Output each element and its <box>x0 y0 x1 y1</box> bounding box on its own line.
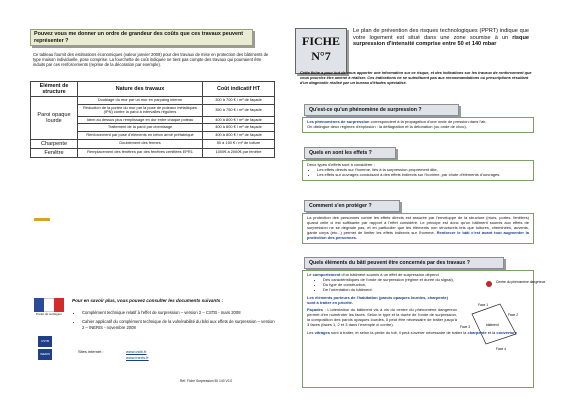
section-title-proteger: Comment s'en protéger ? <box>304 200 400 212</box>
building-label: bâtiment <box>486 323 499 327</box>
phenomene-box: Les phénomènes de surpression correspondent à la propagation d'une onde de pression dans l'air. On distingue deux régimes d'explosion : la déflagration et la détonation (ou onde de choc). <box>302 117 534 133</box>
cost-question-box: Pouvez vous me donner un ordre de grandeur des coûts que ces travaux peuvent représenter ? <box>30 29 253 46</box>
section-title-phenomene: Qu'est-ce qu'un phénomène de surpression ? <box>304 104 459 116</box>
source-mark <box>34 218 50 221</box>
proteger-box: La protection des personnes contre les effets directs est assurée par l'enveloppe de la structure (murs, portes, fenêtres) quand celle ci est suffisante par rapport à l'effet considéré. Le principe est donc qu'un bâtiment soumis aux effets de surpression ne se dégrade pas, et en particulier que les éléments non structurels tels que toitures, cheminées, auvents, garde corps (etc...) permet de limiter les effets indirects sur l'homme. Renforcer le bâti c'est avant tout augmenter la protection des personnes. <box>302 213 534 244</box>
cost-cell: 400 à 800 € / m² de façade <box>203 131 275 139</box>
danger-center-dot <box>486 281 492 287</box>
header-text: Le plan de prévention des risques technologiques (PPRT) indique que votre logement est situé dans une zone soumise à un risque surpression d'intensité comprise entre 50 et 140 mbar <box>353 28 529 48</box>
header-element: Elément de structure <box>31 82 78 97</box>
fiche-number: N°7 <box>311 49 331 63</box>
more-info-title: Pour en savoir plus, vous pouvez consulter les documents suivants : <box>72 298 224 303</box>
nature-cell: Doublement des fermes <box>78 139 203 148</box>
center-label: Centre du phénomène dangereux <box>496 280 546 284</box>
cost-cell: 400 à 800 € / m² de façade <box>203 116 275 124</box>
ineris-logo: INERIS <box>38 349 52 360</box>
table-row <box>31 97 275 105</box>
facades-text: Façades : L'orientation du bâtiment vis à vis du centre du phénomène dangereux permet d'en numéroter les faces. Selon le type et la durée de l'onde de surpression, la composition des parois opaques lourdes, il peut être nécessaire de traiter jusqu'à 3 faces (faces 1, 2 et 3 dans l'exemple ci contre). <box>307 307 457 328</box>
header-cost: Coût indicatif HT <box>203 82 275 97</box>
documents-list <box>72 310 277 330</box>
link-ineris[interactable]: www.ineris.fr <box>126 355 149 360</box>
nature-cell: Idem au dessus plus remplissage en dur entre chaque poteau <box>78 116 203 124</box>
prefecture-logo <box>34 298 64 332</box>
cost-intro: Ce tableau fournit des estimations économiques (valeur janvier 2009) pour des travaux de mise en protection des bâtiments de type maison individuelle, pose comprise. La fourchette de coût indiquée ne tient pas compte des travaux qui pourraient être induits par ces renforcements (reprise de la décoration par exemple). <box>33 52 269 68</box>
nature-cell: Doublage du mur par un mur en parpaing interne <box>78 97 203 105</box>
nature-cell: Traitement de la paroi par chemisage <box>78 124 203 132</box>
fiche-label: FICHE <box>301 34 340 48</box>
prefecture-logo-text: Préfet de la Région <box>36 312 62 316</box>
nature-cell: Réduction de la portée du mur par la pose de poteaux métalliques (IPN) contre la paroi à intervalles réguliers <box>78 104 203 116</box>
section-title-elements: Quels éléments du bâti peuvent être concernés par des travaux ? <box>304 257 504 269</box>
cost-cell: 300 à 700 € / m² de façade <box>203 97 275 105</box>
cost-table <box>30 81 275 158</box>
cstb-logo: CSTB <box>38 336 52 347</box>
vitrages-text: Les vitrages sont à traiter, et selon la pente du toit, il peut s'avérer nécessaire de traiter la charpente et la couverture <box>307 330 518 336</box>
element-paroi: Paroi opaque lourde <box>31 97 78 140</box>
element-fenetre: Fenêtre <box>31 148 78 157</box>
fiche-box <box>295 28 347 74</box>
porteurs-text: Les éléments porteurs de l'habitation (parois opaques lourdes, charpente) sont à traiter en priorité. <box>307 294 448 305</box>
face-1-label: Face 1 <box>478 303 489 307</box>
comportement-text: Le comportement d'un bâtiment soumis à un effet de surpression dépend <box>307 272 439 277</box>
section-title-effets: Quels en sont les effets ? <box>304 147 396 159</box>
face-3-label: Face 3 <box>460 325 471 329</box>
list-item: • Les effets sur ouvrages conduisant à des effets indirects sur l'homme, par chute d'éléments d'ouvrages. <box>317 173 529 178</box>
effets-box: Deux types d'effets sont à considérer : • Les effets directs sur l'homme, liés à la surpression proprement dite, • Les effets sur ouvrages conduisant à des effets indirects sur l'homme, par chute d'éléments d'ouvrages. <box>302 160 534 181</box>
element-charpente: Charpente <box>31 139 78 148</box>
face-4-label: Face 4 <box>496 347 507 351</box>
link-cstb[interactable]: www.cstb.fr <box>126 349 147 354</box>
intro-text: Cette fiche a pour but de vous apporter une information sur ce risque, et des indications sur les travaux de renforcement que vous pourriez être amené à réaliser. Ces indications ne se substituent pas aux recommandations ou prescriptions résultant d'un diagnostic réalisé par un bureau d'études spécialisé. <box>300 70 532 85</box>
header-nature: Nature des travaux <box>78 82 203 97</box>
reference: Réf. Fiche Surpression 50 140 V2.0 <box>180 379 233 383</box>
list-item: • Complément technique relatif à l'effet de surpression – version 2 – CSTB - mars 2008 <box>82 310 277 315</box>
table-row <box>31 148 275 157</box>
cost-cell: 350 à 750 € / m² de façade <box>203 104 275 116</box>
facade-diagram <box>458 278 546 354</box>
cost-cell: 400 à 800 € / m² de façade <box>203 124 275 132</box>
list-item: • De l'orientation du bâtiment. <box>323 288 463 293</box>
list-item: • Des caractéristiques de l'onde de surpression (régime et durée du signal), <box>323 278 463 283</box>
table-row <box>31 139 275 148</box>
list-item: • Du type de construction, <box>323 283 463 288</box>
cost-cell: 1000€ à 2000€ par fenêtre <box>203 148 275 157</box>
list-item: • Les effets directs sur l'homme, liés à la surpression proprement dite, <box>317 168 529 173</box>
list-item: • Cahier applicatif du complément technique de la vulnérabilité du bâti aux effets de surpression – version 2 – INERIS - novembre 2008 <box>82 319 277 330</box>
face-2-label: Face 2 <box>508 313 519 317</box>
sites-label: Sites internet : <box>78 349 104 354</box>
nature-cell: Renforcement par pose d'éléments en béton armé préfabriqué <box>78 131 203 139</box>
nature-cell: Remplacement des fenêtres par des fenêtres certifiées EPR1 <box>78 148 203 157</box>
cost-cell: 50 à 150 € / m² de toiture <box>203 139 275 148</box>
